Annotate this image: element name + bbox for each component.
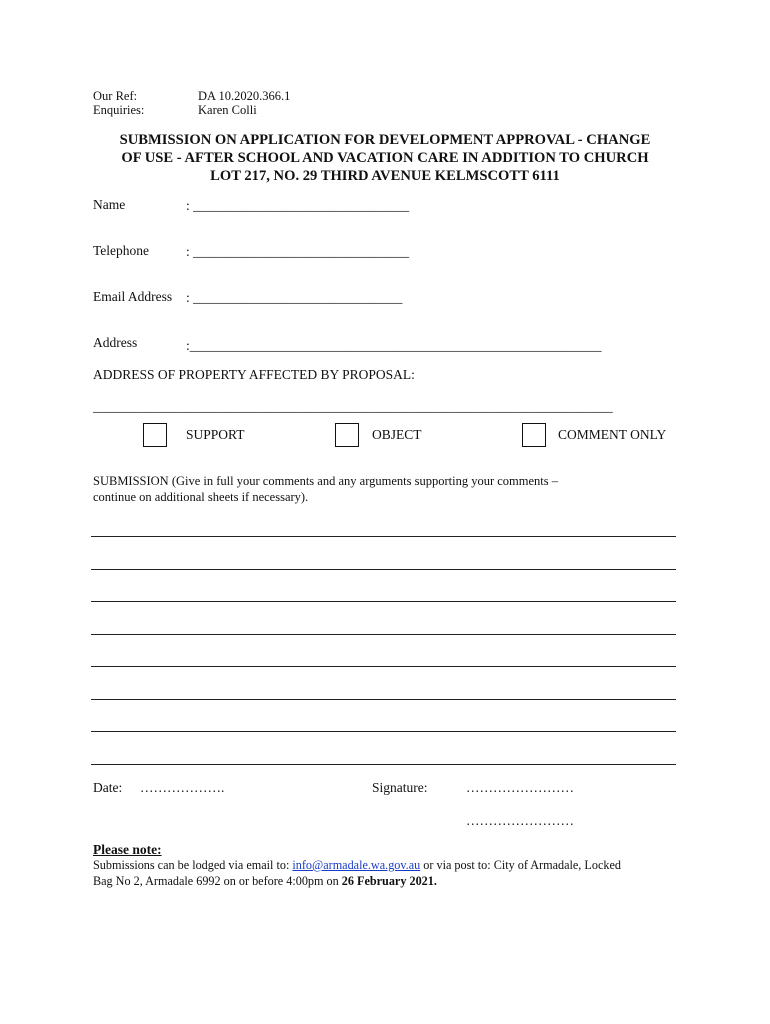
- note-text-line2: Bag No 2, Armadale 6992 on or before 4:00pm on: [93, 874, 339, 888]
- submission-writing-line[interactable]: [91, 569, 676, 570]
- submission-instructions-line-1: SUBMISSION (Give in full your comments and any arguments supporting your comments –: [93, 474, 559, 488]
- submission-writing-line[interactable]: [91, 634, 676, 635]
- email-field[interactable]: : _______________________________: [186, 290, 403, 305]
- submission-instructions-line-2: continue on additional sheets if necessary).: [93, 490, 309, 504]
- date-field[interactable]: ……………….: [140, 780, 225, 795]
- our-ref-value: DA 10.2020.366.1: [198, 89, 291, 103]
- note-line-2: [93, 873, 437, 889]
- submission-writing-line[interactable]: [91, 601, 676, 602]
- email-link[interactable]: info@armadale.wa.gov.au: [292, 858, 421, 872]
- support-label: SUPPORT: [186, 427, 245, 442]
- title-line-1: SUBMISSION ON APPLICATION FOR DEVELOPMENT APPROVAL - CHANGE: [119, 132, 651, 148]
- signature-label: Signature:: [372, 780, 428, 795]
- name-label: Name: [93, 197, 126, 212]
- submission-writing-line[interactable]: [91, 536, 676, 537]
- title-line-3: LOT 217, NO. 29 THIRD AVENUE KELMSCOTT 6111: [210, 168, 560, 184]
- property-address-field[interactable]: _____________________________________________________________________________: [93, 399, 613, 414]
- document-title: [90, 131, 680, 185]
- note-line-1: [93, 857, 621, 873]
- submission-writing-line[interactable]: [91, 731, 676, 732]
- signature-field[interactable]: ……………………: [466, 780, 574, 795]
- submission-writing-line[interactable]: [91, 699, 676, 700]
- note-text-post: or via post to: City of Armadale, Locked: [423, 858, 621, 872]
- our-ref-label: Our Ref:: [93, 89, 138, 103]
- telephone-label: Telephone: [93, 243, 150, 258]
- submission-writing-line[interactable]: [91, 764, 676, 765]
- email-label: Email Address: [93, 289, 173, 304]
- enquiries-value: Karen Colli: [198, 103, 257, 117]
- support-checkbox[interactable]: [143, 423, 167, 447]
- date-label: Date:: [93, 780, 123, 795]
- signature-field-second[interactable]: ……………………: [466, 813, 574, 828]
- object-checkbox[interactable]: [335, 423, 359, 447]
- title-line-2: OF USE - AFTER SCHOOL AND VACATION CARE IN ADDITION TO CHURCH: [121, 150, 649, 166]
- submission-writing-line[interactable]: [91, 666, 676, 667]
- property-address-label: ADDRESS OF PROPERTY AFFECTED BY PROPOSAL:: [93, 367, 415, 382]
- name-field[interactable]: : ________________________________: [186, 198, 410, 213]
- object-label: OBJECT: [372, 427, 422, 442]
- comment-only-checkbox[interactable]: [522, 423, 546, 447]
- please-note-heading: Please note:: [93, 842, 162, 857]
- address-label: Address: [93, 335, 138, 350]
- address-field[interactable]: :_____________________________________________________________: [186, 338, 602, 353]
- note-text-pre: Submissions can be lodged via email to:: [93, 858, 290, 872]
- comment-only-label: COMMENT ONLY: [558, 427, 667, 442]
- enquiries-label: Enquiries:: [93, 103, 145, 117]
- deadline-date: 26 February 2021.: [341, 874, 437, 888]
- telephone-field[interactable]: : ________________________________: [186, 244, 410, 259]
